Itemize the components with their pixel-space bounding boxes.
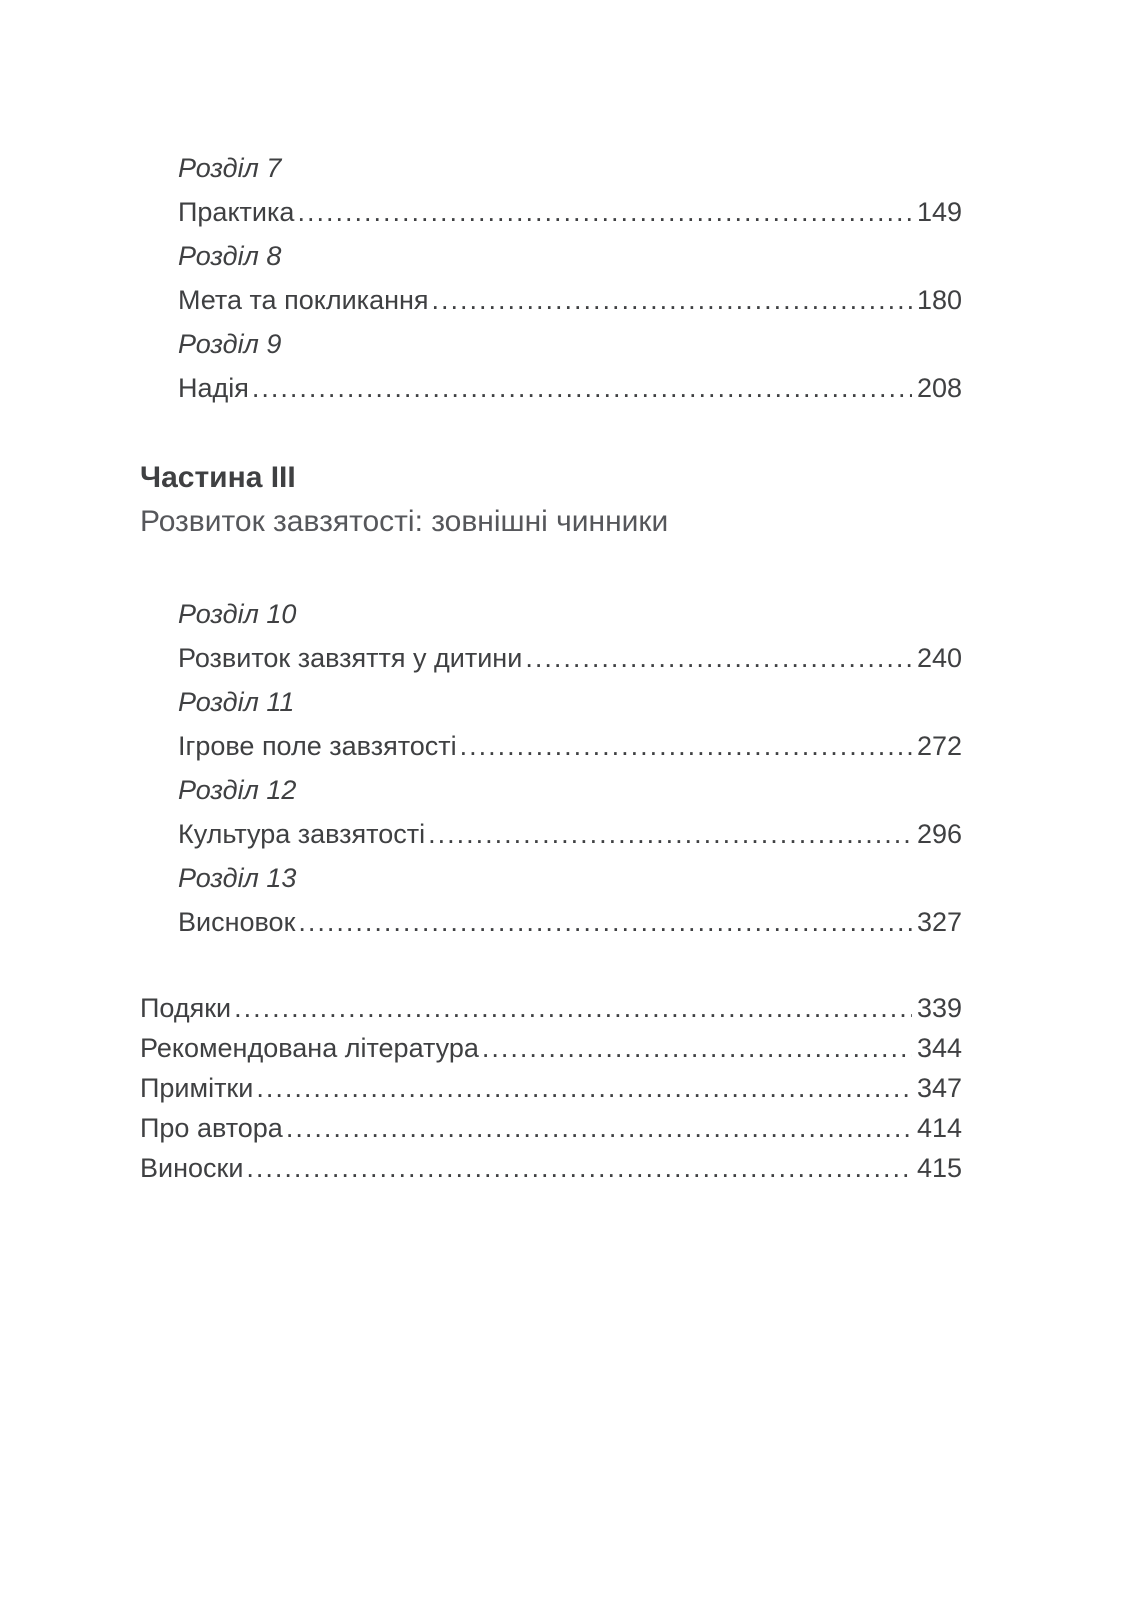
- page-number: 415: [916, 1153, 962, 1183]
- table-of-contents: [140, 146, 962, 1188]
- toc-chapter-entry: [178, 768, 962, 856]
- backmatter-title: Про автора: [140, 1113, 283, 1143]
- chapter-number-label: Розділ 7: [178, 153, 282, 183]
- dot-leader: [428, 812, 912, 856]
- page-number: 347: [916, 1073, 962, 1103]
- toc-entry-row: [178, 278, 962, 322]
- chapter-title: Культура завзятості: [178, 819, 426, 849]
- toc-chapter-entry: [178, 234, 962, 322]
- dot-leader: [286, 1108, 912, 1148]
- part-heading: [140, 456, 962, 544]
- dot-leader: [482, 1028, 912, 1068]
- backmatter-title: Примітки: [140, 1073, 254, 1103]
- toc-chapter-entry: [178, 856, 962, 944]
- page-number: 339: [916, 993, 962, 1023]
- chapter-title: Розвиток завзяття у дитини: [178, 643, 523, 673]
- chapter-number-label: Розділ 12: [178, 775, 297, 805]
- chapter-title: Ігрове поле завзятості: [178, 731, 457, 761]
- dot-leader: [432, 278, 912, 322]
- backmatter-title: Рекомендована література: [140, 1033, 479, 1063]
- toc-entry-row: [178, 190, 962, 234]
- chapter-number-label: Розділ 11: [178, 687, 295, 717]
- chapter-number-label: Розділ 8: [178, 241, 282, 271]
- chapter-number-label: Розділ 9: [178, 329, 282, 359]
- dot-leader: [246, 1148, 912, 1188]
- part2-chapter-list: [178, 146, 962, 410]
- toc-entry-row: [178, 636, 962, 680]
- page-number: 296: [916, 819, 962, 849]
- toc-entry-row: [178, 812, 962, 856]
- backmatter-list: [140, 988, 962, 1188]
- chapter-number-label: Розділ 10: [178, 599, 297, 629]
- backmatter-title: Виноски: [140, 1153, 244, 1183]
- page-number: 180: [916, 285, 962, 315]
- dot-leader: [525, 636, 912, 680]
- page-number: 208: [916, 373, 962, 403]
- toc-chapter-entry: [178, 322, 962, 410]
- page-number: 240: [916, 643, 962, 673]
- backmatter-entry-row: [140, 1068, 962, 1108]
- toc-chapter-entry: [178, 146, 962, 234]
- dot-leader: [298, 900, 912, 944]
- backmatter-title: Подяки: [140, 993, 232, 1023]
- dot-leader: [252, 366, 912, 410]
- dot-leader: [234, 988, 912, 1028]
- chapter-title: Надія: [178, 373, 249, 403]
- backmatter-entry-row: [140, 1108, 962, 1148]
- toc-entry-row: [178, 900, 962, 944]
- page-number: 414: [916, 1113, 962, 1143]
- toc-chapter-entry: [178, 592, 962, 680]
- dot-leader: [460, 724, 912, 768]
- page-number: 272: [916, 731, 962, 761]
- chapter-number-label: Розділ 13: [178, 863, 297, 893]
- backmatter-entry-row: [140, 988, 962, 1028]
- dot-leader: [297, 190, 912, 234]
- part3-chapter-list: [178, 592, 962, 944]
- page-number: 344: [916, 1033, 962, 1063]
- backmatter-entry-row: [140, 1148, 962, 1188]
- dot-leader: [256, 1068, 912, 1108]
- part-number-label: Частина III: [140, 461, 296, 494]
- chapter-title: Висновок: [178, 907, 296, 937]
- toc-chapter-entry: [178, 680, 962, 768]
- backmatter-entry-row: [140, 1028, 962, 1068]
- page-number: 149: [916, 197, 962, 227]
- chapter-title: Практика: [178, 197, 295, 227]
- toc-entry-row: [178, 724, 962, 768]
- toc-entry-row: [178, 366, 962, 410]
- part-title: Розвиток завзятості: зовнішні чинники: [140, 505, 669, 538]
- chapter-title: Мета та покликання: [178, 285, 429, 315]
- page-number: 327: [916, 907, 962, 937]
